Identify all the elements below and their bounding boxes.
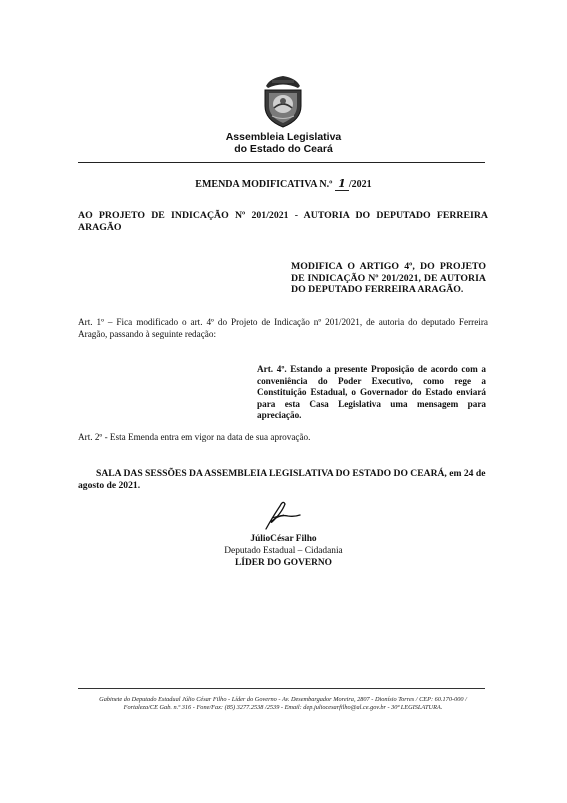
- emenda-suffix: /2021: [348, 179, 372, 190]
- org-name-line2: do Estado do Ceará: [234, 143, 333, 155]
- state-coat-of-arms-icon: [258, 72, 308, 130]
- emenda-prefix: EMENDA MODIFICATIVA N.º: [195, 179, 333, 190]
- emenda-number: 1: [335, 177, 349, 191]
- footer-line2: Fortaleza/CE Gab. n.º 316 - Fone/Fax: (85) 3277.2538 /2539 - Email: dep.juliocesarfilho@al.ce.gov.br - 30ª LEGISLATURA.: [123, 704, 443, 711]
- handwritten-signature: [252, 496, 304, 532]
- article-4-quote: Art. 4º. Estando a presente Proposição de acordo com a conveniência do Poder Executivo, como rege a Constituição Estadual, o Governador do Estado enviará para esta Casa Legislativa uma mensagem para apreciação.: [257, 364, 486, 420]
- projeto-title: AO PROJETO DE INDICAÇÃO Nº 201/2021 - AUTORIA DO DEPUTADO FERREIRA ARAGÃO: [78, 210, 488, 233]
- article-2: Art. 2º - Esta Emenda entra em vigor na data de sua aprovação.: [78, 432, 311, 442]
- article-1: Art. 1º – Fica modificado o art. 4º do Projeto de Indicação nº 201/2021, de autoria do deputado Ferreira Aragão, passando à seguinte redação:: [78, 317, 488, 339]
- org-name-line1: Assembleia Legislativa: [225, 131, 342, 143]
- emenda-heading: [0, 177, 567, 191]
- footer-line1: Gabinete do Deputado Estadual Júlio César Filho - Líder do Governo - Av. Desembargador Moreira, 2807 - Dionísio Torres / CEP: 60.170-000 /: [99, 696, 467, 703]
- modifica-summary: MODIFICA O ARTIGO 4º, DO PROJETO DE INDICAÇÃO Nº 201/2021, DE AUTORIA DO DEPUTADO FERREIRA ARAGÃO.: [291, 261, 486, 295]
- signer-title: LÍDER DO GOVERNO: [235, 558, 332, 568]
- footer-address: [78, 696, 488, 712]
- footer-divider: [78, 688, 485, 689]
- header-divider: [78, 162, 485, 163]
- sala-das-sessoes: SALA DAS SESSÕES DA ASSEMBLEIA LEGISLATIVA DO ESTADO DO CEARÁ, em 24 de agosto de 2021.: [78, 468, 486, 491]
- signer-name: JúlioCésar Filho: [250, 534, 317, 544]
- signer-role: Deputado Estadual – Cidadania: [224, 546, 343, 556]
